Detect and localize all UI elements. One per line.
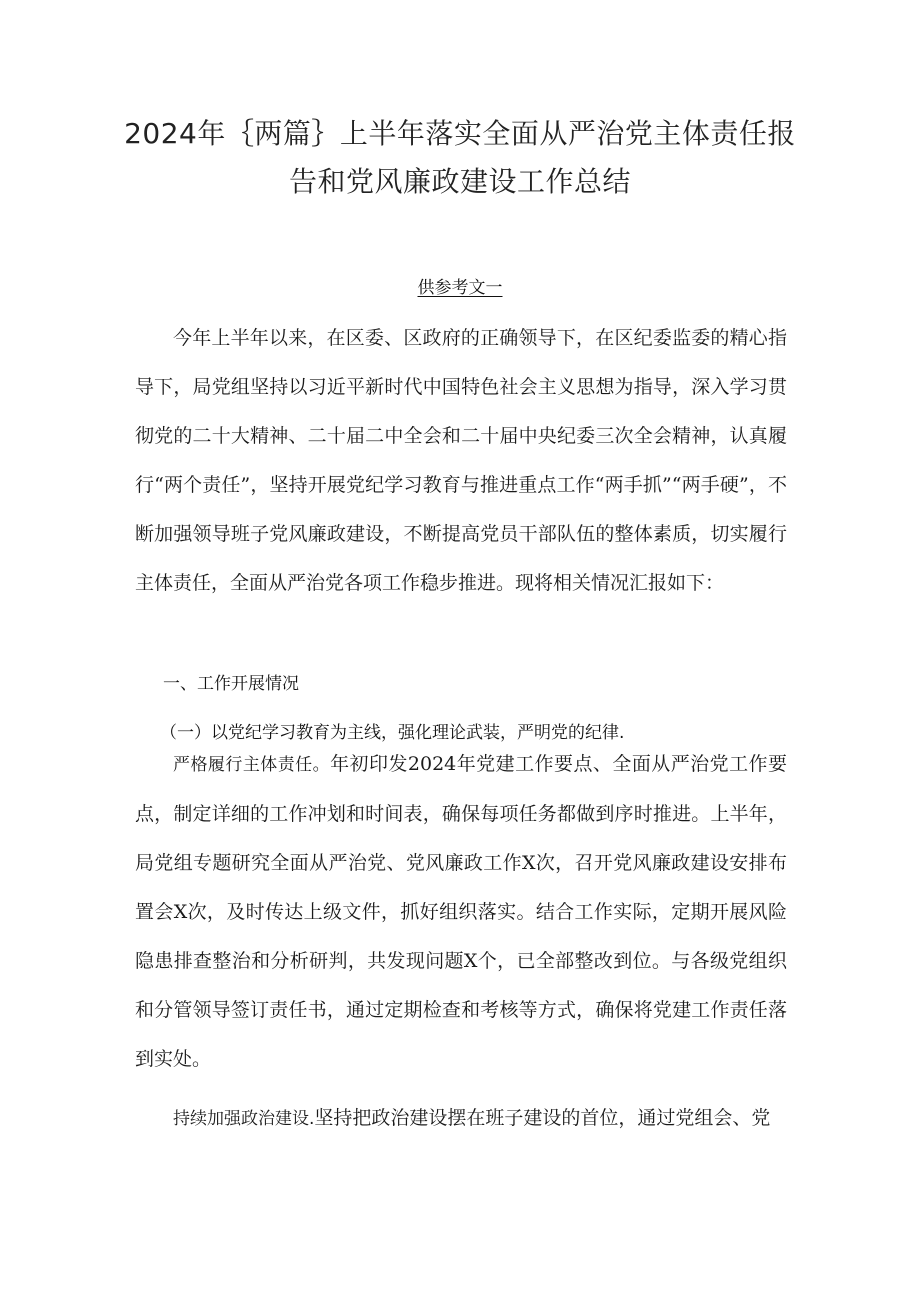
- document-title-line-1: 2024年｛两篇｝上半年落实全面从严治党主体责任报: [124, 117, 796, 150]
- subtitle-text: 供参考文一: [417, 278, 503, 298]
- political-building-lead: 持续加强政治建设.: [173, 1109, 315, 1129]
- document-subtitle: [0, 276, 920, 300]
- political-building-paragraph: [135, 1094, 787, 1144]
- responsibility-paragraph: [135, 740, 787, 1084]
- political-building-body: 坚持把政治建设摆在班子建设的首位，通过党组会、党: [314, 1107, 771, 1129]
- responsibility-body: 年初印发2024年党建工作要点、全面从严治党工作要点，制定详细的工作冲划和时间表，确保每项任务都做到序时推进。上半年，局党组专题研究全面从严治党、党风廉政工作X次，召开党风廉政建设安排布置会X次，及时传达上级文件，抓好组织落实。结合工作实际，定期开展风险隐患排查整治和分析研判，共发现问题X个，已全部整改到位。与各级党组织和分管领导签订责任书，通过定期检查和考核等方式，确保将党建工作责任落到实处。: [135, 753, 787, 1070]
- intro-paragraph: 今年上半年以来，在区委、区政府的正确领导下，在区纪委监委的精心指导下，局党组坚持以习近平新时代中国特色社会主义思想为指导，深入学习贯彻党的二十大精神、二十届二中全会和二十届中央纪委三次全会精神，认真履行“两个责任”，坚持开展党纪学习教育与推进重点工作“两手抓”“两手硬”，不断加强领导班子党风廉政建设，不断提高党员干部队伍的整体素质，切实履行主体责任，全面从严治党各项工作稳步推进。现将相关情况汇报如下：: [135, 327, 787, 594]
- document-title-line-2: 告和党风廉政建设工作总结: [288, 165, 631, 198]
- responsibility-lead: 严格履行主体责任。: [173, 755, 331, 775]
- subsection-heading: （一）以党纪学习教育为主线，强化理论武装，严明党的纪律.: [160, 723, 625, 743]
- section-heading: 一、工作开展情况: [163, 674, 299, 694]
